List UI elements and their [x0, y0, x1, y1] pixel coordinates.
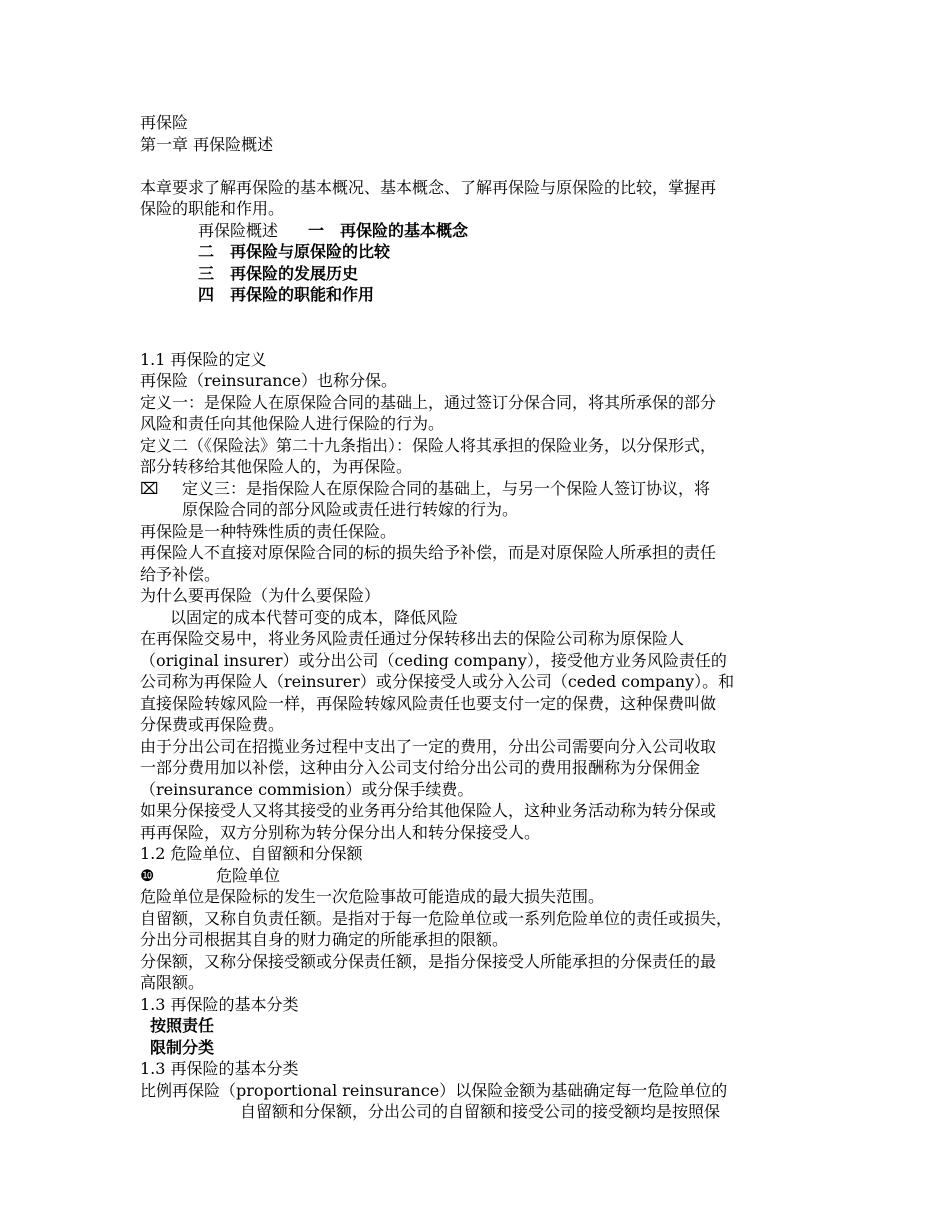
body-line: 定义三：是指保险人在原保险合同的基础上，与另一个保险人签订协议，将	[182, 478, 711, 498]
body-line: 在再保险交易中，将业务风险责任通过分保转移出去的保险公司称为原保险人	[140, 629, 685, 648]
body-line: 为什么要再保险（为什么要保险）	[140, 586, 381, 605]
definition-three	[140, 478, 830, 500]
body-line: 给予补偿。	[140, 564, 221, 584]
body-line: 再再保险，双方分别称为转分保分出人和转分保接受人。	[140, 822, 541, 842]
bold-label: 按照责任	[150, 1016, 215, 1035]
envelope-icon: ⌧	[140, 478, 159, 498]
body-line: 再保险人不直接对原保险合同的标的损失给予补偿，而是对原保险人所承担的责任	[140, 543, 717, 562]
number-ten-icon: ❿	[140, 865, 155, 885]
body-line: 分保额，又称分保接受额或分保责任额，是指分保接受人所能承担的分保责任的最	[140, 951, 717, 971]
body-line: 比例再保险（proportional reinsurance）以保险金额为基础确定每一危险单位的	[140, 1080, 728, 1100]
body-line: 分出分司根据其自身的财力确定的所能承担的限额。	[140, 930, 509, 949]
section-heading: 1.1 再保险的定义	[140, 349, 267, 369]
body-line: 分保费或再保险费。	[140, 715, 285, 734]
chapter-title: 第一章 再保险概述	[140, 134, 274, 154]
toc-item: 二 再保险与原保险的比较	[198, 242, 391, 261]
body-line: 原保险合同的部分风险或责任进行转嫁的行为。	[182, 500, 519, 519]
body-line: 公司称为再保险人（reinsurer）或分保接受人或分入公司（ceded company）。和	[140, 672, 735, 691]
body-line: 自留额，又称自负责任额。是指对于每一危险单位或一系列危险单位的责任或损失，	[140, 908, 733, 928]
toc-item: 三 再保险的发展历史	[198, 263, 359, 283]
body-line: 危险单位是保险标的发生一次危险事故可能造成的最大损失范围。	[140, 887, 605, 906]
section-heading: 1.2 危险单位、自留额和分保额	[140, 844, 363, 863]
body-line: （original insurer）或分出公司（ceding company），接受他方业务风险责任的	[140, 650, 727, 670]
intro-line: 本章要求了解再保险的基本概况、基本概念、了解再保险与原保险的比较，掌握再	[140, 177, 717, 197]
body-line: 直接保险转嫁风险一样，再保险转嫁风险责任也要支付一定的保费，这种保费叫做	[140, 693, 717, 713]
toc-prefix: 再保险概述	[198, 220, 279, 240]
toc-item: 一 再保险的基本概念	[308, 220, 469, 240]
body-line: （reinsurance commision）或分保手续费。	[140, 779, 474, 799]
body-line: 定义二（《保险法》第二十九条指出）：保险人将其承担的保险业务，以分保形式，	[140, 435, 717, 455]
body-line: 定义一：是保险人在原保险合同的基础上，通过签订分保合同，将其所承保的部分	[140, 392, 717, 412]
body-line: 再保险（reinsurance）也称分保。	[140, 371, 397, 390]
toc-row	[140, 220, 830, 242]
doc-title: 再保险	[140, 113, 189, 132]
body-line: 再保险是一种特殊性质的责任保险。	[140, 521, 397, 541]
item-label: 危险单位	[216, 865, 281, 885]
body-line: 如果分保接受人又将其接受的业务再分给其他保险人，这种业务活动称为转分保或	[140, 801, 717, 820]
body-line: 一部分费用加以补偿，这种由分入公司支付给分出公司的费用报酬称为分保佣金	[140, 758, 701, 777]
body-line: 高限额。	[140, 973, 205, 992]
document-page	[140, 112, 830, 1123]
indented-line: 以固定的成本代替可变的成本，降低风险	[170, 607, 459, 627]
body-line: 风险和责任向其他保险人进行保险的行为。	[140, 414, 445, 433]
section-heading: 1.3 再保险的基本分类	[140, 994, 299, 1014]
intro-line: 保险的职能和作用。	[140, 199, 285, 218]
numbered-item	[140, 865, 830, 887]
body-line: 由于分出公司在招揽业务过程中支出了一定的费用，分出公司需要向分入公司收取	[140, 736, 717, 756]
body-line: 部分转移给其他保险人的，为再保险。	[140, 457, 413, 476]
section-heading: 1.3 再保险的基本分类	[140, 1059, 299, 1078]
bold-label: 限制分类	[150, 1037, 215, 1057]
body-line: 自留额和分保额，分出公司的自留额和接受公司的接受额均是按照保	[240, 1102, 721, 1121]
toc-item: 四 再保险的职能和作用	[198, 285, 375, 304]
